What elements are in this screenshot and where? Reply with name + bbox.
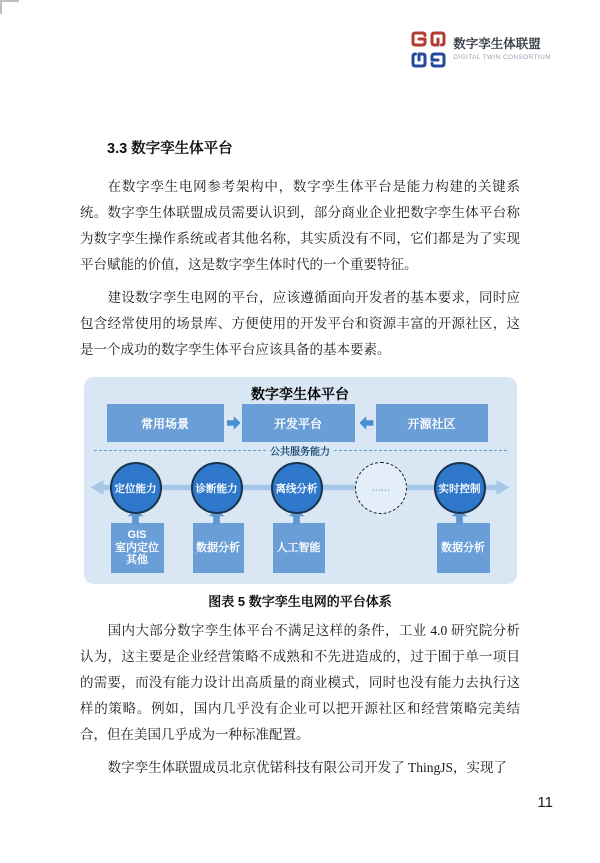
body-paragraph-1: 在数字孪生电网参考架构中，数字孪生体平台是能力构建的关键系统。数字孪生体联盟成员需要认识到，部分商业企业把数字孪生体平台称为数字孪生操作系统或者其他名称，其实质没有不同，它们都是为了实现平台赋能的价值，这是数字孪生体时代的一个重要特征。	[80, 179, 520, 272]
figure-platform-architecture	[84, 377, 517, 610]
diagnosis-capability-circle: 诊断能力	[191, 462, 243, 514]
data-analysis-support-box-2	[437, 523, 490, 573]
dev-platform-box: 开发平台	[242, 404, 355, 442]
positioning-capability-circle: 定位能力	[110, 462, 162, 514]
separator-label: 公共服务能力	[270, 446, 330, 458]
body-paragraph-2: 建设数字孪生电网的平台，应该遵循面向开发者的基本要求，同时应包含经常使用的场景库、方便使用的开发平台和资源丰富的开源社区，这是一个成功的数字孪生体平台应该具备的基本要素。	[80, 290, 520, 357]
data-analysis-label: 数据分析	[196, 541, 240, 554]
body-paragraph-4: 数字孪生体联盟成员北京优锘科技有限公司开发了 ThingJS，实现了	[107, 760, 508, 775]
arrow-left-icon	[360, 416, 374, 430]
public-service-separator	[94, 444, 507, 456]
dtc-logo	[409, 28, 551, 70]
ai-support-box	[273, 523, 325, 573]
gis-support-line-1: GIS	[127, 529, 147, 542]
dtc-logo-text	[453, 37, 551, 61]
body-paragraph-3: 国内大部分数字孪生体平台不满足这样的条件，工业 4.0 研究院分析认为，这主要是企业经营策略不成熟和不先进造成的，过于囿于单一项目的需要，而没有能力设计出高质量的商业模式，同时也没有能力去执行这样的策略。例如，国内几乎没有企业可以把开源社区和经营策略完美结合，但在美国几乎成为一种标准配置。	[80, 623, 520, 742]
gis-support-line-3: 其他	[126, 554, 148, 567]
corner-line-horizontal	[0, 0, 19, 2]
dtc-logo-icon	[409, 28, 447, 70]
figure-caption: 图表 5 数字孪生电网的平台体系	[208, 594, 392, 609]
diagram-title: 数字孪生体平台	[251, 386, 349, 402]
ai-label: 人工智能	[276, 541, 321, 554]
corner-line-vertical	[0, 0, 2, 14]
realtime-control-circle: 实时控制	[434, 462, 486, 514]
dtc-logo-title: 数字孪生体联盟	[453, 37, 541, 51]
separator-dash-left	[94, 450, 267, 451]
separator-dash-right	[334, 450, 507, 451]
gis-support-line-2: 室内定位	[115, 541, 159, 554]
data-analysis-support-box	[193, 523, 244, 573]
page-number: 11	[537, 794, 553, 811]
document-body	[80, 141, 520, 781]
scene-library-box: 常用场景	[107, 404, 224, 442]
gis-support-box	[111, 523, 164, 573]
data-analysis-label-2: 数据分析	[441, 541, 485, 554]
dtc-logo-subtitle: DIGITAL TWIN CONSORTIUM	[453, 54, 551, 61]
section-heading: 3.3 数字孪生体平台	[107, 141, 233, 157]
diagram-panel	[84, 377, 517, 584]
arrow-right-icon	[227, 416, 241, 430]
ellipsis-circle: ……	[355, 462, 407, 514]
opensource-community-box: 开源社区	[376, 404, 488, 442]
offline-analysis-circle: 离线分析	[271, 462, 323, 514]
